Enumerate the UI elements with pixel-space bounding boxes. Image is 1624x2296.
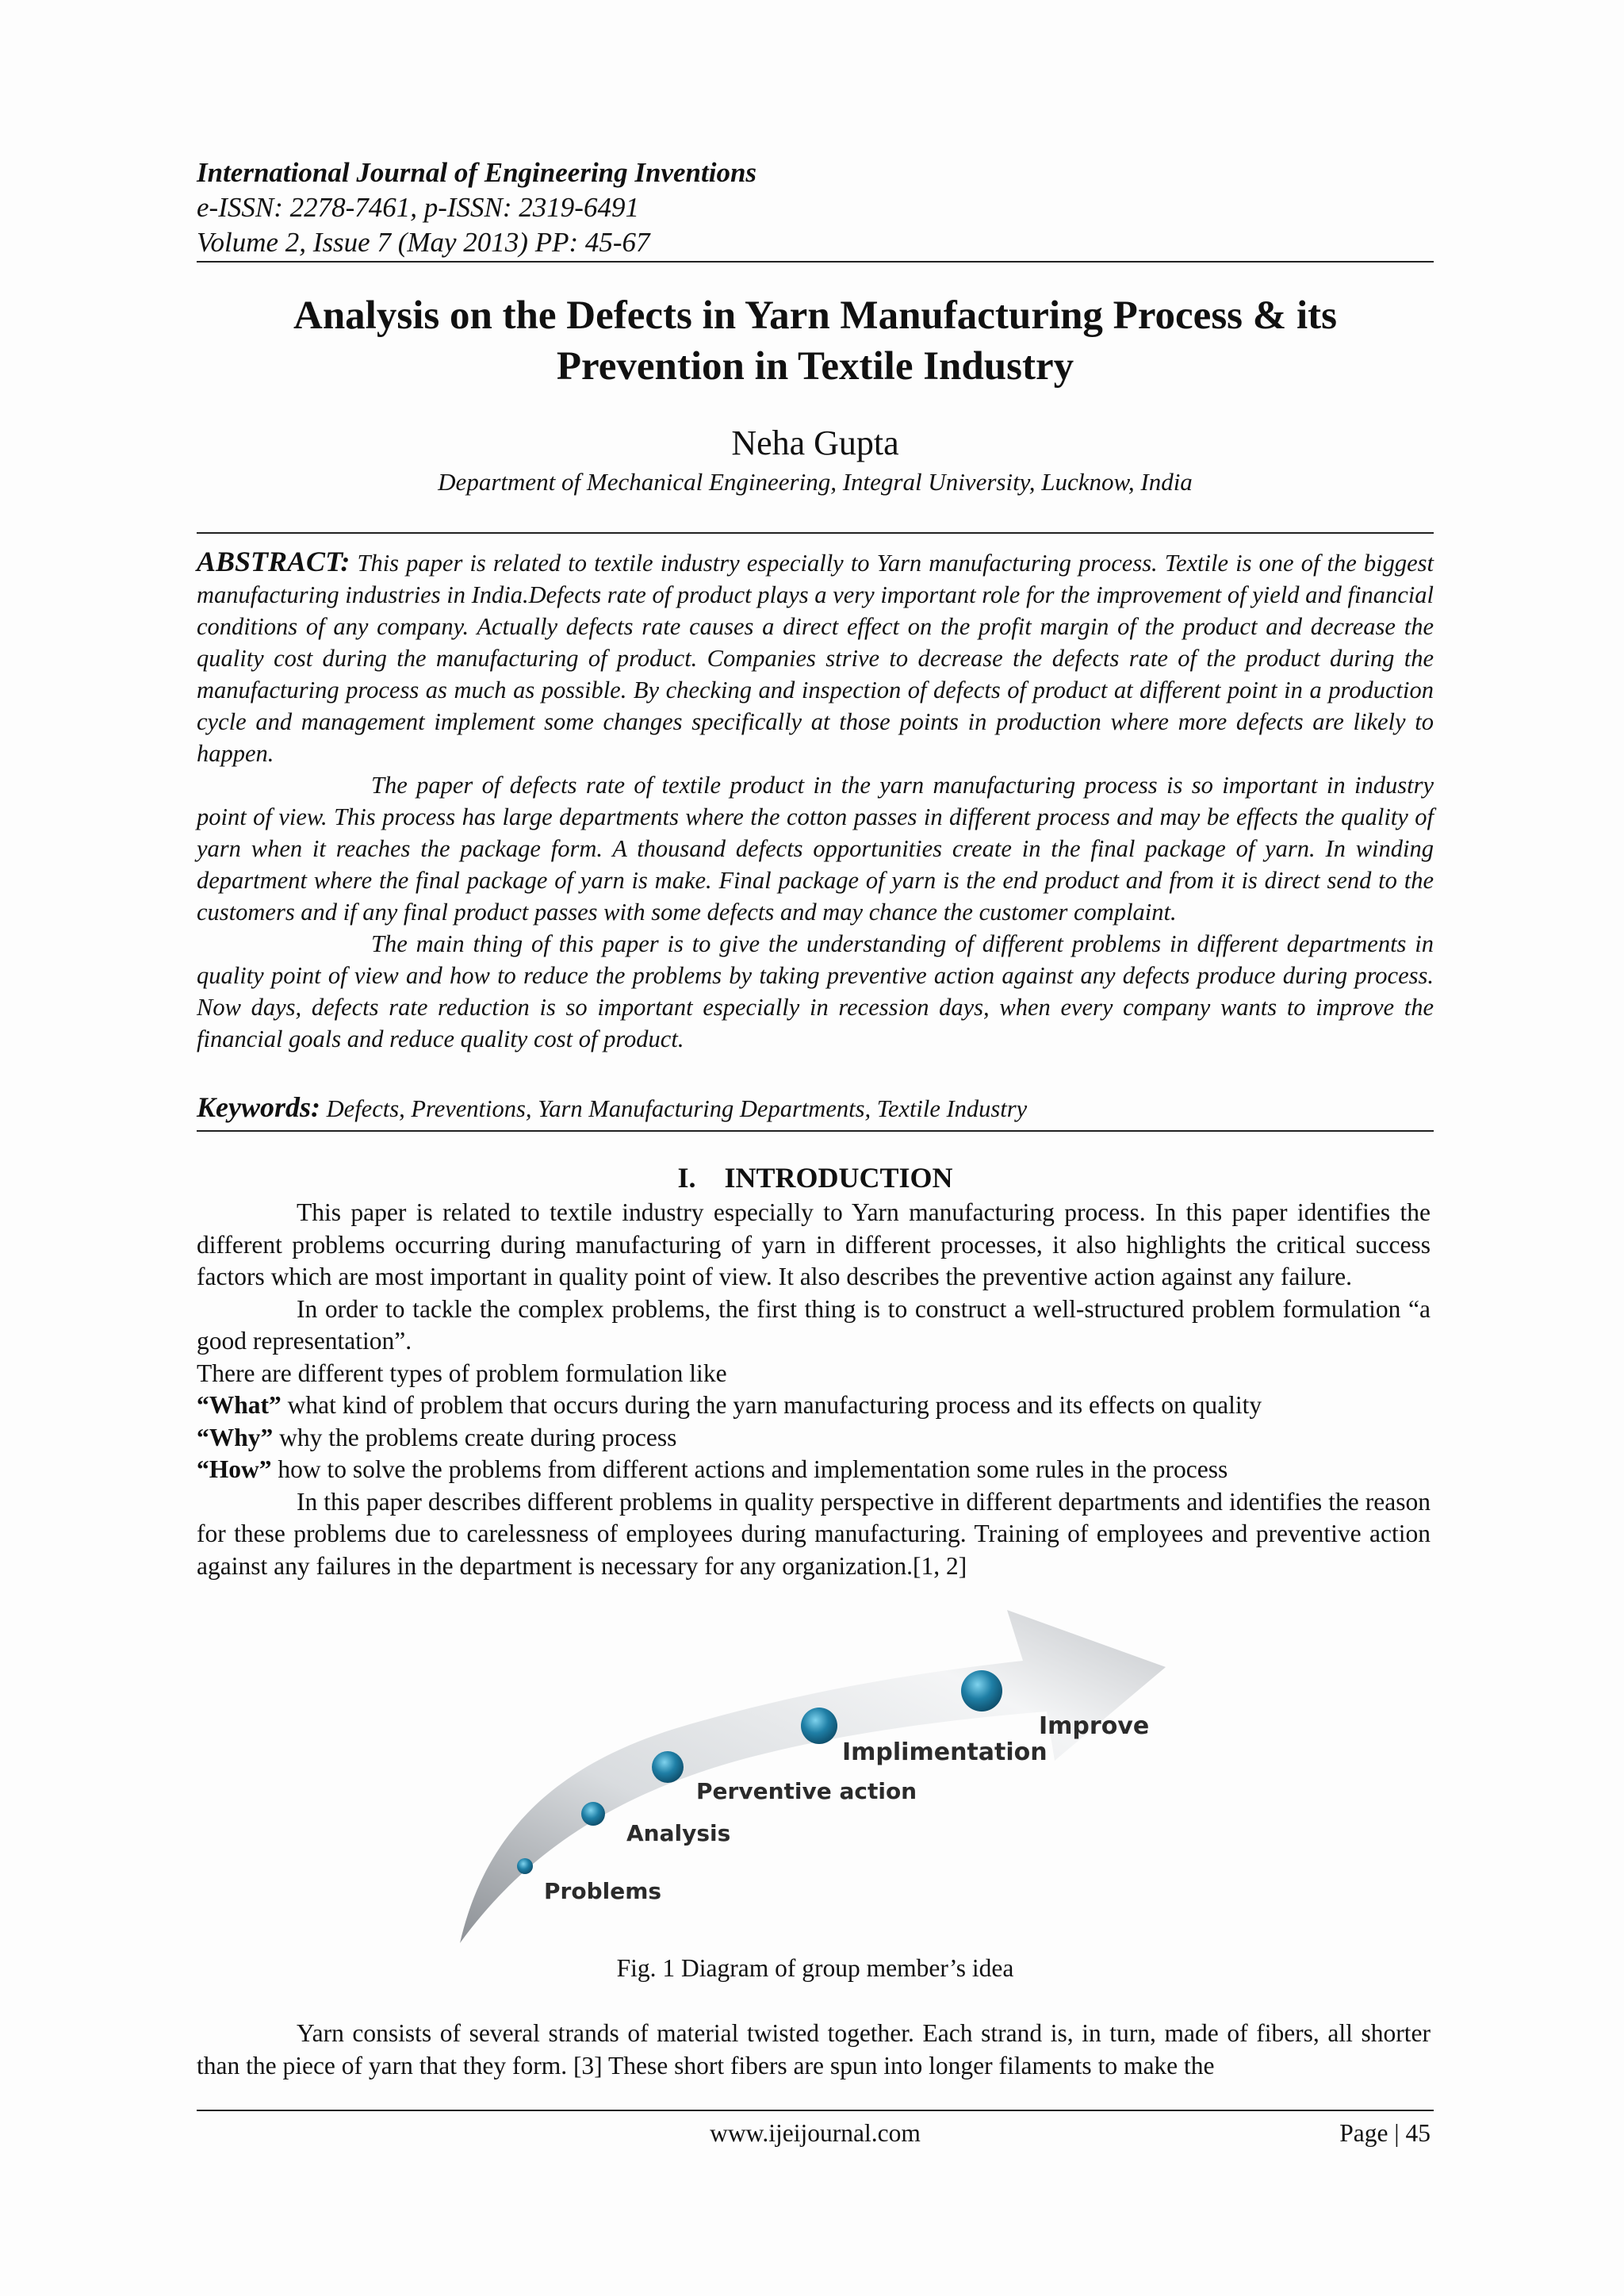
keywords <box>197 1090 1434 1126</box>
figure-caption: Fig. 1 Diagram of group member’s idea <box>616 1954 1014 1982</box>
keywords-label: Keywords: <box>197 1091 320 1123</box>
what-line <box>197 1389 1431 1422</box>
abstract-text-1: This paper is related to textile industry especially to Yarn manufacturing process. Textile is one of the biggest manufacturing industries in India.Defects rate of product plays a very important role for the improvement of yield and financial conditions of any company. Actually defects rate causes a direct effect on the profit margin of the product and decrease the quality cost during the manufacturing of product. Companies strive to decrease the defects rate of the product during the manufacturing process as much as possible. By checking and inspection of defects of product at different point in a production cycle and management implement some changes specifically at those points in production where more defects are likely to happen. <box>197 550 1434 767</box>
footer-rule <box>197 2110 1434 2111</box>
abstract-paragraph-1 <box>197 546 1434 769</box>
what-label: “What” <box>197 1391 282 1419</box>
how-text: how to solve the problems from different actions and implementation some rules in the process <box>271 1455 1228 1483</box>
why-label: “Why” <box>197 1423 274 1451</box>
section-heading: I. INTRODUCTION <box>677 1162 953 1194</box>
intro-paragraph-4: In this paper describes different problems in quality perspective in different departments and identifies the reason for these problems due to carelessness of employees during manufacturing. Training of employees and preventive action against any failures in the department is necessary for any organization.[1, 2] <box>197 1487 1431 1580</box>
intro-paragraph-2: In order to tackle the complex problems, the first thing is to construct a well-structured problem formulation “a good representation”. <box>197 1294 1431 1355</box>
footer-url[interactable]: www.ijeijournal.com <box>710 2119 921 2147</box>
what-text: what kind of problem that occurs during the yarn manufacturing process and its effects on quality <box>281 1391 1262 1419</box>
keywords-rule <box>197 1130 1434 1132</box>
header-rule <box>197 261 1434 263</box>
label-preventive-action: Perventive action <box>696 1778 917 1804</box>
abstract-paragraph-2: The paper of defects rate of textile product in the yarn manufacturing process is so important in industry point of view. This process has large departments where the cotton passes in different process and may be effects the quality of yarn when it reaches the package form. A thousand defects opportunities create in the final package of yarn. In winding department where the final package of yarn is make. Final package of yarn is the end product and from it is direct send to the customers and if any final product passes with some defects and may chance the customer complaint. <box>197 772 1434 926</box>
figure-diagram <box>452 1602 1189 1951</box>
journal-issn: e-ISSN: 2278-7461, p-ISSN: 2319-6491 <box>197 192 639 223</box>
journal-volume: Volume 2, Issue 7 (May 2013) PP: 45-67 <box>197 227 650 258</box>
step-dot-improve <box>961 1670 1002 1711</box>
label-analysis: Analysis <box>626 1820 731 1846</box>
title-line-2: Prevention in Textile Industry <box>556 344 1074 389</box>
how-line <box>197 1454 1431 1486</box>
abstract-top-rule <box>197 532 1434 534</box>
intro-paragraph-1: This paper is related to textile industry especially to Yarn manufacturing process. In this paper identifies the different problems occurring during manufacturing of yarn in different processes, it also highlights the critical success factors which are most important in quality point of view. It also describes the preventive action against any failure. <box>197 1198 1431 1290</box>
abstract-paragraph-3: The main thing of this paper is to give the understanding of different problems in different departments in quality point of view and how to reduce the problems by taking preventive action against any defects produce during process. Now days, defects rate reduction is so important especially in recession days, when every company wants to improve the financial goals and reduce quality cost of product. <box>197 930 1434 1052</box>
step-dot-problems <box>517 1858 533 1874</box>
introduction-body <box>197 1197 1431 1582</box>
abstract-label: ABSTRACT: <box>197 546 350 577</box>
intro-paragraph-3: There are different types of problem formulation like <box>197 1359 727 1387</box>
step-dot-preventive <box>652 1751 684 1783</box>
page-number: Page | 45 <box>1339 2119 1431 2147</box>
why-text: why the problems create during process <box>273 1423 677 1451</box>
label-improve: Improve <box>1039 1712 1150 1740</box>
step-dot-implementation <box>801 1708 837 1744</box>
how-label: “How” <box>197 1455 272 1483</box>
why-line <box>197 1422 1431 1455</box>
title-line-1: Analysis on the Defects in Yarn Manufacturing Process & its <box>293 293 1337 338</box>
step-dot-analysis <box>581 1802 605 1826</box>
author-affiliation: Department of Mechanical Engineering, Integral University, Lucknow, India <box>438 468 1193 496</box>
body-paragraph-1: Yarn consists of several strands of material twisted together. Each strand is, in turn, made of fibers, all shorter than the piece of yarn that they form. [3] These short fibers are spun into longer filaments to make the <box>197 2019 1431 2079</box>
journal-header <box>197 155 1434 260</box>
paper-title <box>197 290 1434 392</box>
author-name: Neha Gupta <box>731 424 899 462</box>
abstract <box>197 546 1434 1055</box>
label-problems: Problems <box>544 1878 662 1904</box>
keywords-text: Defects, Preventions, Yarn Manufacturing Departments, Textile Industry <box>326 1095 1028 1122</box>
body-text <box>197 2018 1431 2082</box>
journal-name: International Journal of Engineering Inventions <box>197 157 757 188</box>
arrow-diagram <box>452 1602 1189 1951</box>
label-implementation: Implimentation <box>842 1738 1048 1766</box>
